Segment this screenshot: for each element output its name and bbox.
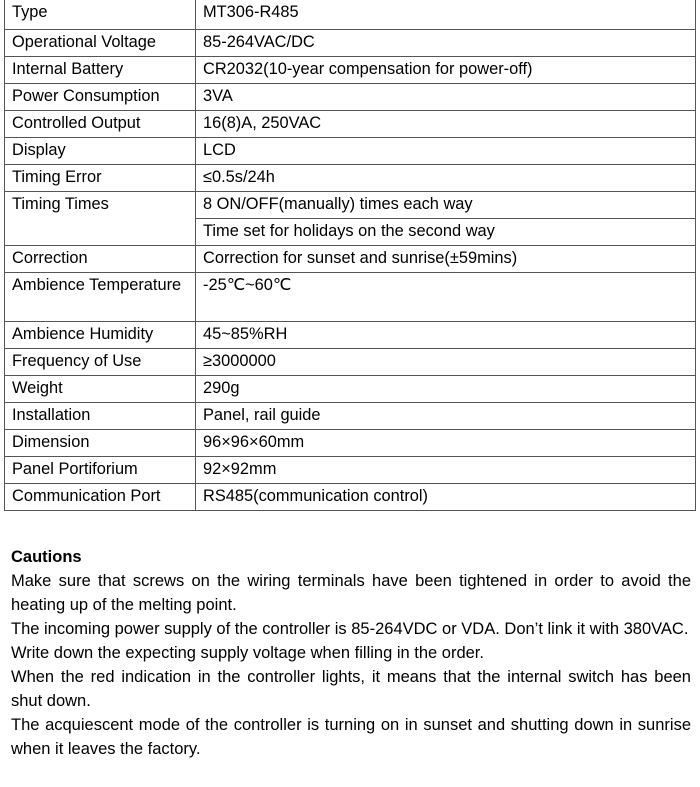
table-row bbox=[5, 273, 696, 322]
spec-value: 92×92mm bbox=[196, 457, 696, 484]
spec-value: MT306-R485 bbox=[196, 0, 696, 30]
cautions-heading: Cautions bbox=[11, 548, 82, 566]
spec-value: 85-264VAC/DC bbox=[196, 30, 696, 57]
table-row bbox=[5, 403, 696, 430]
table-row bbox=[5, 165, 696, 192]
spec-value: 290g bbox=[196, 376, 696, 403]
spec-label: Correction bbox=[5, 246, 196, 273]
spec-label: Frequency of Use bbox=[5, 349, 196, 376]
spec-label: Ambience Humidity bbox=[5, 322, 196, 349]
spec-value: 16(8)A, 250VAC bbox=[196, 111, 696, 138]
table-row bbox=[5, 57, 696, 84]
spec-value: ≤0.5s/24h bbox=[196, 165, 696, 192]
spec-label: Communication Port bbox=[5, 484, 196, 511]
spec-value: 3VA bbox=[196, 84, 696, 111]
table-row bbox=[5, 376, 696, 403]
cautions-section bbox=[11, 545, 691, 761]
spec-label: Controlled Output bbox=[5, 111, 196, 138]
table-row bbox=[5, 30, 696, 57]
spec-label: Timing Times bbox=[5, 192, 196, 246]
spec-value: 96×96×60mm bbox=[196, 430, 696, 457]
spec-value: CR2032(10-year compensation for power-off) bbox=[196, 57, 696, 84]
spec-value: 45~85%RH bbox=[196, 322, 696, 349]
table-row bbox=[5, 349, 696, 376]
spec-value: LCD bbox=[196, 138, 696, 165]
spec-label: Weight bbox=[5, 376, 196, 403]
table-row bbox=[5, 111, 696, 138]
caution-item: The incoming power supply of the controller is 85-264VDC or VDA. Don’t link it with 380VAC. bbox=[11, 620, 689, 638]
table-row bbox=[5, 322, 696, 349]
spec-label: Internal Battery bbox=[5, 57, 196, 84]
table-row bbox=[5, 484, 696, 511]
caution-item: Make sure that screws on the wiring terminals have been tightened in order to avoid the heating up of the melting point. bbox=[11, 572, 691, 614]
table-row bbox=[5, 430, 696, 457]
table-row bbox=[5, 0, 696, 30]
spec-value: Time set for holidays on the second way bbox=[196, 219, 696, 246]
table-row bbox=[5, 457, 696, 484]
caution-item: When the red indication in the controller lights, it means that the internal switch has been shut down. bbox=[11, 668, 691, 710]
spec-label: Dimension bbox=[5, 430, 196, 457]
spec-table bbox=[4, 0, 696, 511]
spec-label: Power Consumption bbox=[5, 84, 196, 111]
caution-item: Write down the expecting supply voltage when filling in the order. bbox=[11, 644, 484, 662]
table-row bbox=[5, 192, 696, 219]
table-row bbox=[5, 84, 696, 111]
spec-value: Panel, rail guide bbox=[196, 403, 696, 430]
spec-label: Operational Voltage bbox=[5, 30, 196, 57]
spec-value: Correction for sunset and sunrise(±59mins) bbox=[196, 246, 696, 273]
spec-value: 8 ON/OFF(manually) times each way bbox=[196, 192, 696, 219]
spec-label: Ambience Temperature bbox=[5, 273, 196, 322]
table-row bbox=[5, 138, 696, 165]
spec-label: Timing Error bbox=[5, 165, 196, 192]
caution-item: The acquiescent mode of the controller is turning on in sunset and shutting down in sunrise when it leaves the factory. bbox=[11, 716, 691, 758]
spec-label: Installation bbox=[5, 403, 196, 430]
spec-label: Type bbox=[5, 0, 196, 30]
spec-label: Panel Portiforium bbox=[5, 457, 196, 484]
spec-label: Display bbox=[5, 138, 196, 165]
table-row bbox=[5, 246, 696, 273]
spec-value: RS485(communication control) bbox=[196, 484, 696, 511]
spec-value: -25℃~60℃ bbox=[196, 273, 696, 322]
spec-value: ≥3000000 bbox=[196, 349, 696, 376]
